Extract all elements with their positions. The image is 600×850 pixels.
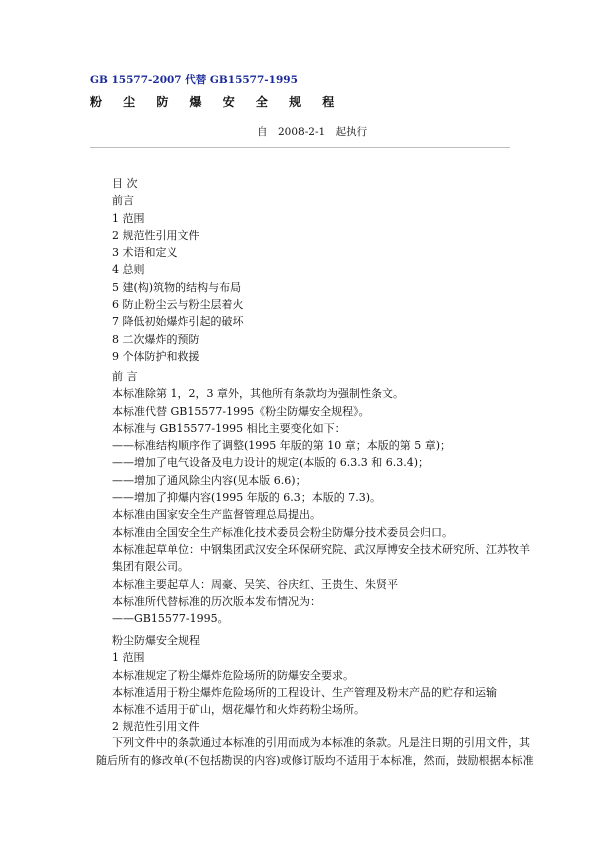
toc-item: 2 规范性引用文件 [112, 228, 200, 242]
toc-heading: 目 次 [112, 177, 138, 190]
foreword-line: 本标准与 GB15577-1995 相比主要变化如下： [112, 421, 346, 435]
paragraph-line: 下列文件中的条款通过本标准的引用而成为本标准的条款。凡是注日期的引用文件，其 [112, 736, 530, 749]
body-title: 粉尘防爆安全规程 [112, 634, 200, 647]
foreword-line: ——增加了抑爆内容(1995 年版的 6.3；本版的 7.3)。 [112, 491, 382, 505]
toc-item: 前言 [112, 194, 134, 208]
toc-item: 1 范围 [112, 211, 145, 225]
foreword-line: 本标准所代替标准的历次版本发布情况为： [112, 594, 321, 608]
foreword-line: ——增加了通风除尘内容(见本版 6.6)； [112, 473, 307, 487]
section-line: 本标准规定了粉尘爆炸危险场所的防爆安全要求。 [112, 668, 354, 682]
standard-code: GB 15577-2007 代替 GB15577-1995 [90, 74, 298, 86]
effective-date: 自 2008-2-1 起执行 [257, 126, 368, 138]
paragraph-line: 随后所有的修改单(不包括勘误的内容)或修订版均不适用于本标准，然而，鼓励根据本标准 [96, 754, 534, 767]
table-of-contents [112, 175, 244, 365]
toc-item: 6 防止粉尘云与粉尘层着火 [112, 298, 244, 312]
document-title: 粉 尘 防 爆 安 全 规 程 [90, 95, 343, 109]
toc-item: 8 二次爆炸的预防 [112, 332, 200, 346]
foreword-line: ——标准结构顺序作了调整(1995 年版的第 10 章；本版的第 5 章)； [112, 439, 452, 453]
section-heading: 2 规范性引用文件 [112, 720, 200, 734]
section-line: 本标准不适用于矿山，烟花爆竹和火炸药粉尘场所。 [112, 703, 365, 717]
body-section [112, 632, 497, 736]
header-divider [90, 147, 510, 148]
foreword-line: 本标准起草单位：中钢集团武汉安全环保研究院、武汉厚博安全技术研究所、江苏牧羊 [112, 542, 530, 556]
toc-item: 4 总则 [112, 263, 145, 277]
toc-item: 3 术语和定义 [112, 246, 178, 260]
foreword-line: 本标准由全国安全生产标准化技术委员会粉尘防爆分技术委员会归口。 [112, 525, 453, 539]
section-heading: 1 范围 [112, 651, 145, 665]
foreword-section [112, 368, 530, 627]
foreword-line: ——增加了电气设备及电力设计的规定(本版的 6.3.3 和 6.3.4)； [112, 456, 430, 470]
foreword-line: 本标准除第 1，2，3 章外，其他所有条款均为强制性条文。 [112, 387, 404, 401]
section-paragraph [96, 734, 534, 770]
foreword-line: 本标准主要起草人：周豪、吴笑、谷庆红、王贵生、朱贤平 [112, 577, 398, 591]
toc-item: 7 降低初始爆炸引起的破坏 [112, 315, 244, 329]
foreword-heading: 前 言 [112, 370, 138, 383]
foreword-line: 本标准代替 GB15577-1995《粉尘防爆安全规程》。 [112, 404, 370, 418]
toc-item: 5 建(构)筑物的结构与布局 [112, 280, 242, 294]
section-line: 本标准适用于粉尘爆炸危险场所的工程设计、生产管理及粉末产品的贮存和运输 [112, 685, 497, 699]
toc-item: 9 个体防护和救援 [112, 349, 200, 363]
foreword-line: ——GB15577-1995。 [112, 612, 229, 626]
foreword-line: 集团有限公司。 [112, 560, 189, 574]
foreword-line: 本标准由国家安全生产监督管理总局提出。 [112, 508, 321, 522]
